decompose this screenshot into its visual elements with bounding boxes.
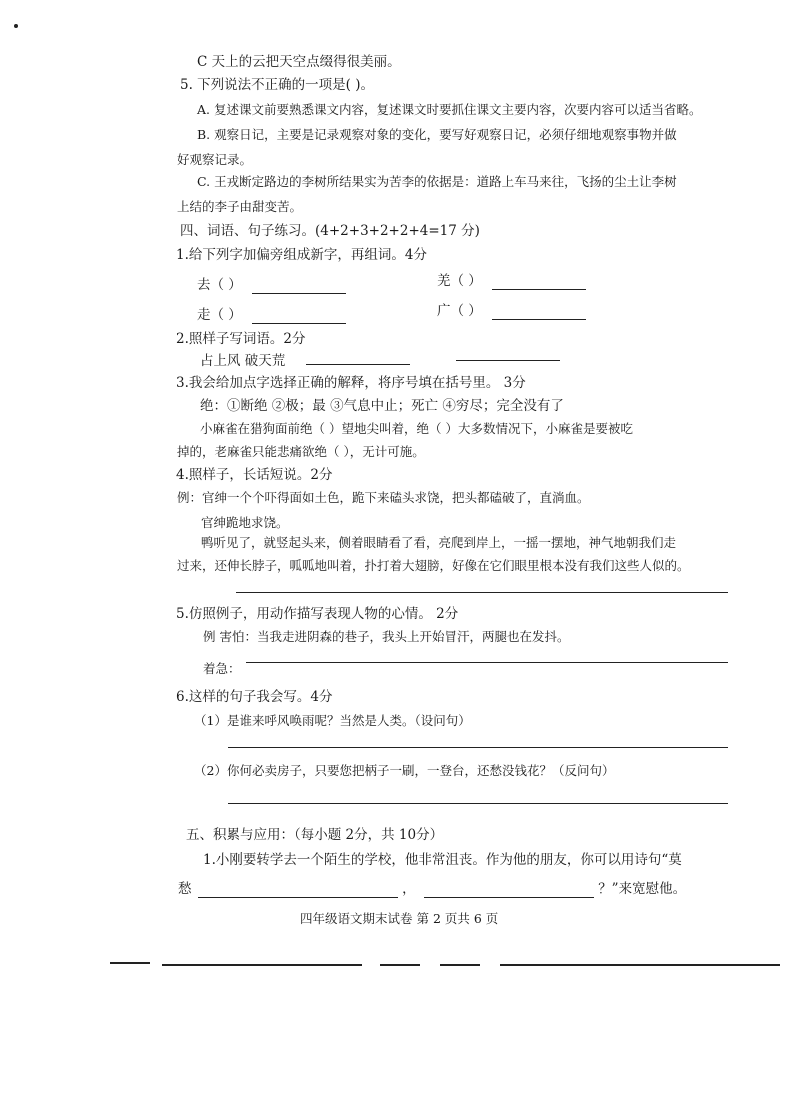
question-5-1-line1: 1.小刚要转学去一个陌生的学校，他非常沮丧。作为他的朋友，你可以用诗句“莫 xyxy=(203,852,682,868)
scan-speck xyxy=(14,24,18,28)
question-5-1-line2 xyxy=(178,880,686,898)
question-5-option-c-line1: C. 王戎断定路边的李树所结果实为苦李的依据是：道路上车马来往，飞扬的尘土让李树 xyxy=(197,174,677,189)
question-5-option-a: A. 复述课文前要熟悉课文内容，复述课文时要抓住课文主要内容，次要内容可以适当省略。 xyxy=(197,102,702,117)
question-5-option-b-line1: B. 观察日记，主要是记录观察对象的变化，要写好观察日记，必须仔细地观察事物并做 xyxy=(197,127,677,142)
sentence-6-1: （1）是谁来呼风唤雨呢？当然是人类。（设问句） xyxy=(194,713,471,728)
passage-4-line1: 鸭听见了，就竖起头来，侧着眼睛看了看，亮爬到岸上，一摇一摆地，神气地朝我们走 xyxy=(201,535,677,550)
answer-line[interactable] xyxy=(246,662,728,663)
scan-edge-line xyxy=(380,964,420,966)
answer-blank[interactable] xyxy=(492,305,586,320)
section-4-heading: 四、词语、句子练习。(4+2+3+2+2+4=17 分) xyxy=(180,223,480,239)
example-words xyxy=(200,352,285,370)
poem-blank-2[interactable] xyxy=(424,883,594,898)
char-item-1-label: 去（ ） xyxy=(197,277,242,293)
poem-prefix: 愁 xyxy=(178,881,192,897)
question-4-2: 2.照样子写词语。2分 xyxy=(176,331,306,347)
poem-suffix: ？”来宽慰他。 xyxy=(598,881,687,897)
example-words-text: 占上风 破天荒 xyxy=(200,353,286,369)
answer-line[interactable] xyxy=(236,592,728,593)
question-4-6: 6.这样的句子我会写。4分 xyxy=(176,689,333,705)
answer-line[interactable] xyxy=(228,747,728,748)
option-c-sentence: C 天上的云把天空点缀得很美丽。 xyxy=(197,54,401,70)
answer-blank[interactable] xyxy=(306,364,410,365)
char-item-3 xyxy=(197,306,346,324)
answer-line[interactable] xyxy=(228,803,728,804)
char-item-4 xyxy=(437,302,586,320)
char-item-3-label: 走（ ） xyxy=(197,307,242,323)
question-4-3: 3.我会给加点字选择正确的解释，将序号填在括号里。 3分 xyxy=(176,375,526,391)
answer-blank[interactable] xyxy=(252,309,346,324)
answer-blank[interactable] xyxy=(456,360,560,361)
question-5-option-c-line2: 上结的李子由甜变苦。 xyxy=(177,199,303,214)
char-item-2 xyxy=(437,272,586,290)
scan-edge-line xyxy=(500,964,780,966)
section-5-heading: 五、积累与应用：（每小题 2分，共 10分） xyxy=(186,827,444,843)
question-4-4: 4.照样子，长话短说。2分 xyxy=(176,467,333,483)
char-item-2-label: 羌（ ） xyxy=(437,273,482,289)
scan-edge-line xyxy=(110,962,150,964)
page-footer: 四年级语文期末试卷 第 2 页共 6 页 xyxy=(300,911,499,926)
question-4-5: 5.仿照例子，用动作描写表现人物的心情。 2分 xyxy=(176,606,459,622)
definitions-line: 绝：①断绝 ②极；最 ③气息中止；死亡 ④穷尽；完全没有了 xyxy=(200,398,564,414)
scan-edge-line xyxy=(162,964,362,966)
example-4-line1: 例：官绅一个个吓得面如土色，跪下来磕头求饶，把头都磕破了，直淌血。 xyxy=(177,490,590,505)
answer-blank[interactable] xyxy=(252,279,346,294)
answer-blank[interactable] xyxy=(492,275,586,290)
question-4-1: 1.给下列字加偏旁组成新字，再组词。4分 xyxy=(176,247,427,263)
scan-edge-line xyxy=(440,964,480,966)
poem-comma: ， xyxy=(402,881,416,897)
example-5: 例 害怕：当我走进阴森的巷子，我头上开始冒汗，两腿也在发抖。 xyxy=(203,629,570,644)
question-5-option-b-line2: 好观察记录。 xyxy=(177,152,253,167)
example-4-line2: 官绅跪地求饶。 xyxy=(201,515,289,530)
sentence-6-2: （2）你何必卖房子，只要您把柄子一刷，一登台，还愁没钱花？（反问句） xyxy=(194,763,615,778)
passage-4-line2: 过来，还伸长脖子，呱呱地叫着，扑打着大翅膀，好像在它们眼里根本没有我们这些人似的。 xyxy=(177,558,690,573)
anxious-label: 着急： xyxy=(203,661,241,676)
sentence-3-line2: 掉的，老麻雀只能悲痛欲绝（ ），无计可施。 xyxy=(177,444,425,459)
char-item-4-label: 广（ ） xyxy=(437,303,482,319)
question-5-title: 5. 下列说法不正确的一项是( )。 xyxy=(180,77,374,93)
poem-blank-1[interactable] xyxy=(198,883,398,898)
sentence-3-line1: 小麻雀在猎狗面前绝（ ）望地尖叫着，绝（ ）大多数情况下，小麻雀是要被吃 xyxy=(200,421,633,436)
char-item-1 xyxy=(197,276,346,294)
